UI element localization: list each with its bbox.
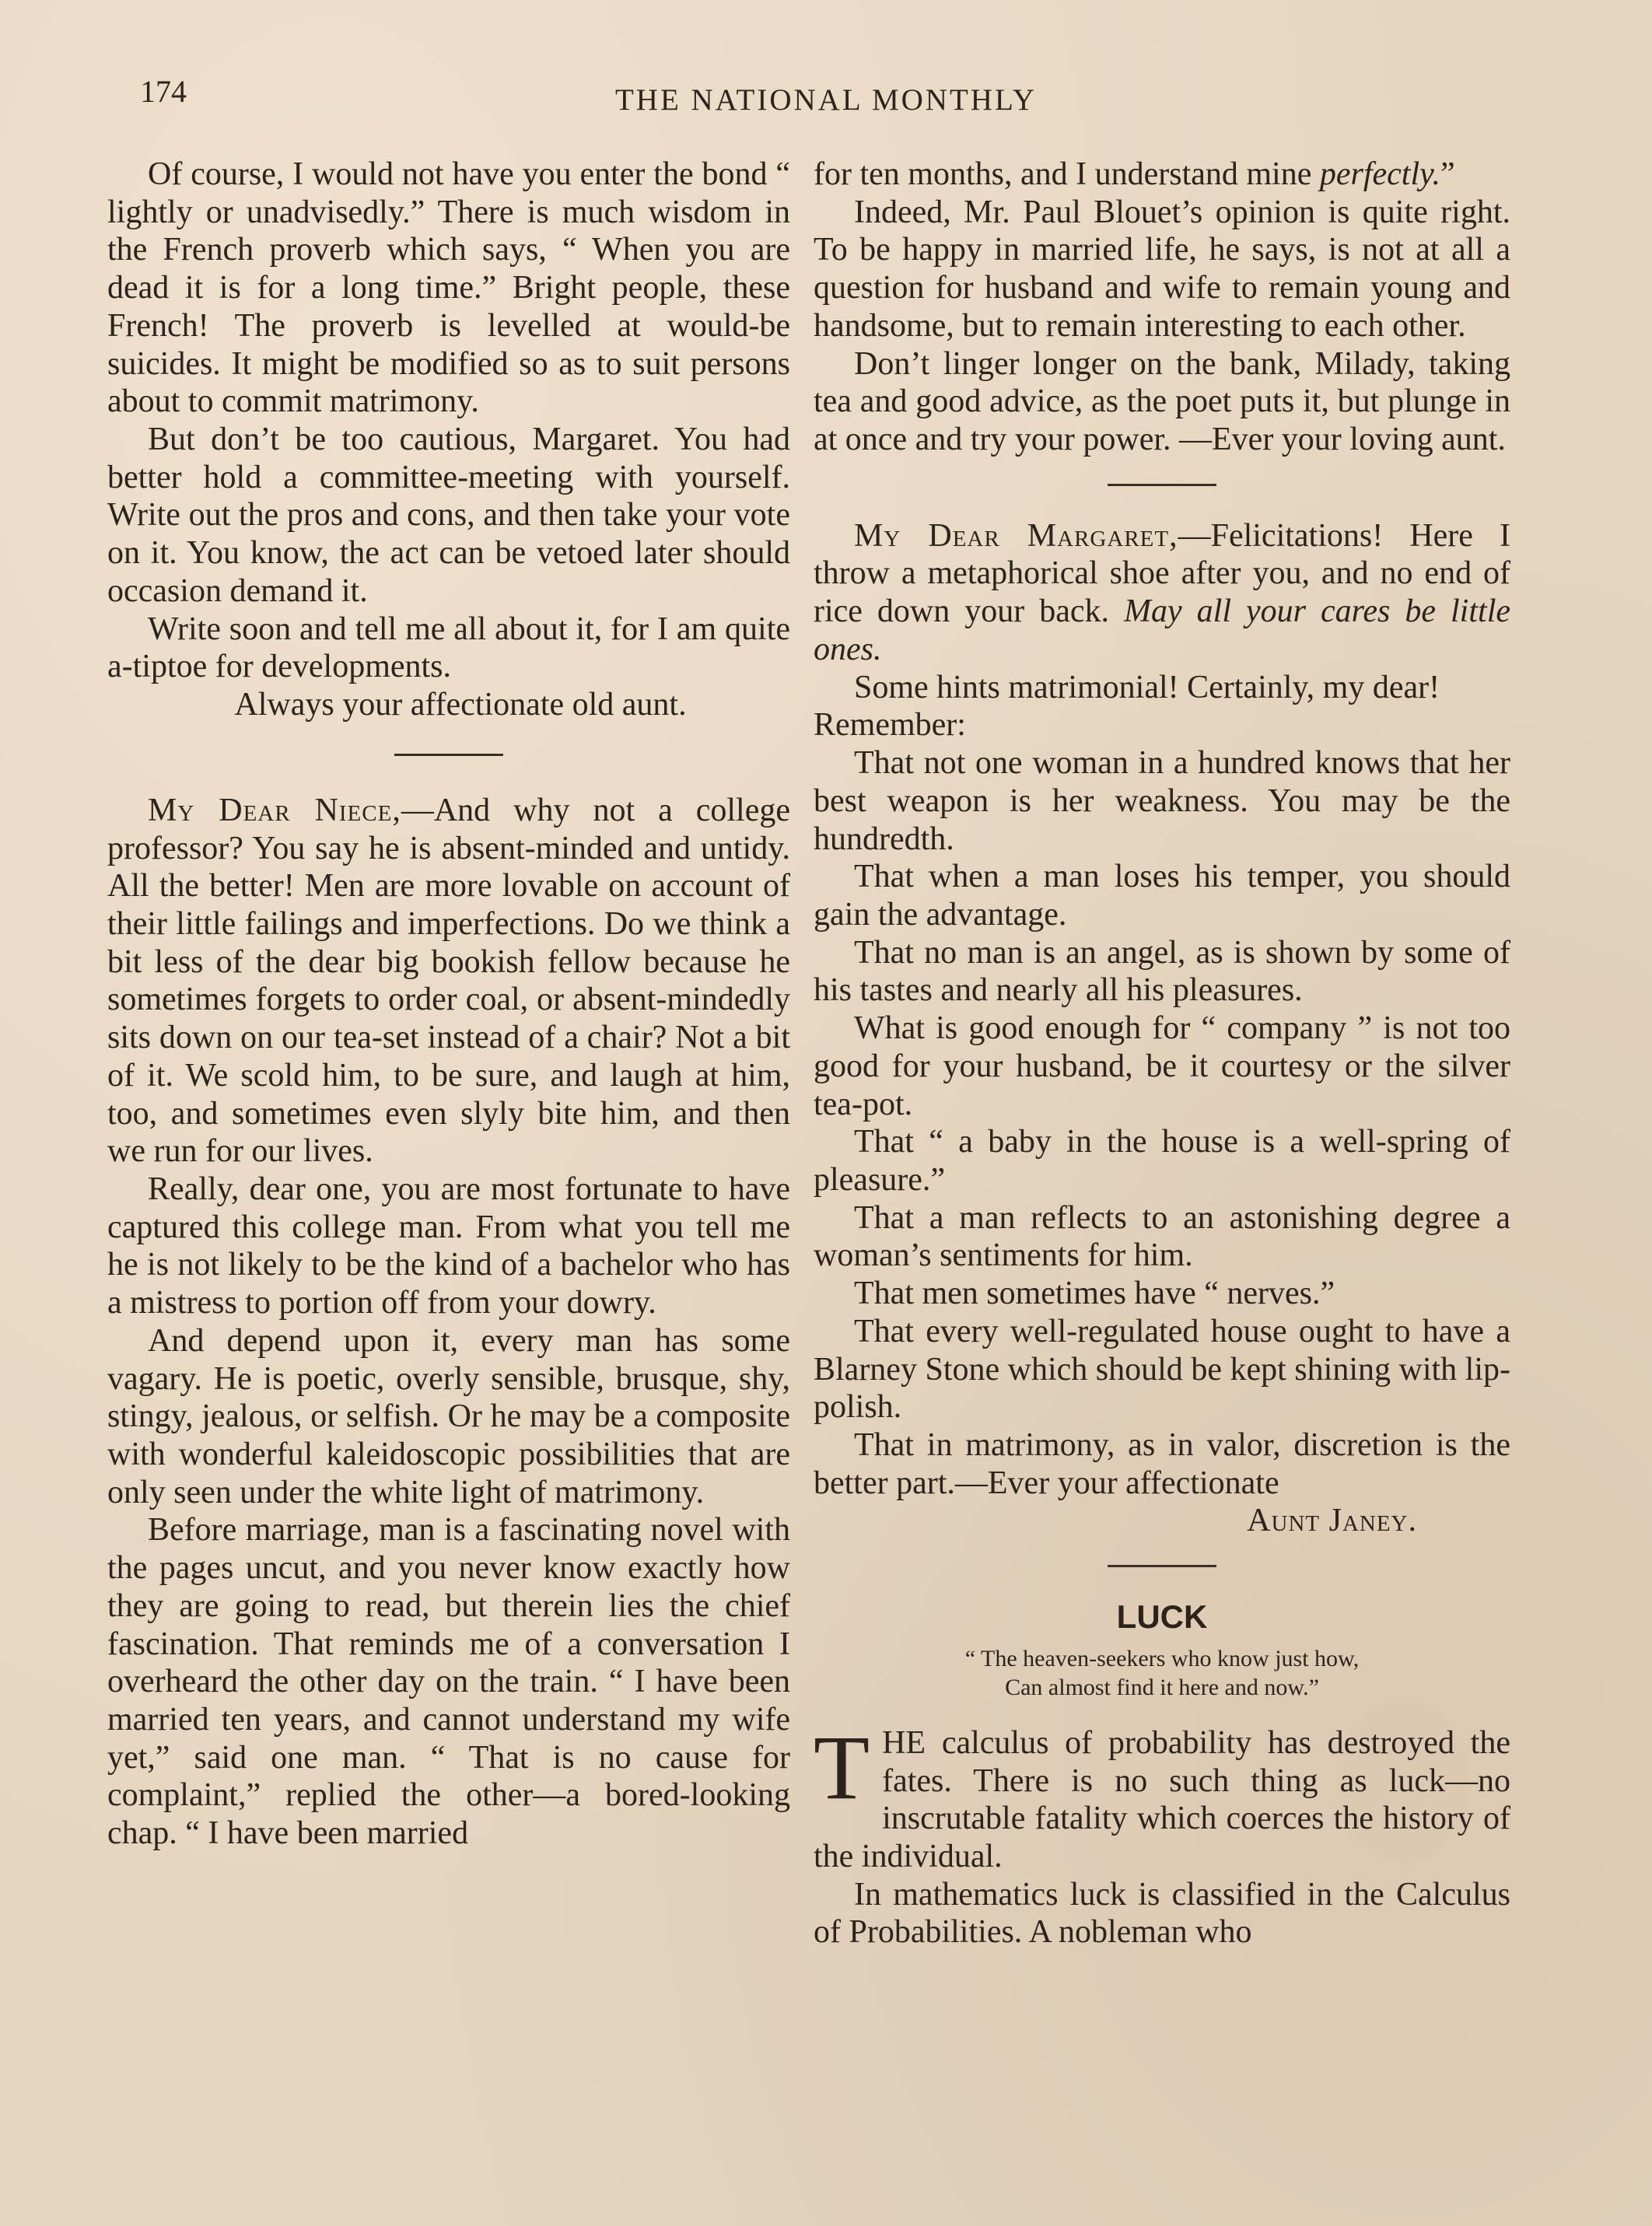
closing-quote: ” (1440, 156, 1455, 192)
hint-item: That men sometimes have “ nerves.” (854, 1276, 1335, 1312)
left-column (107, 156, 790, 1853)
paragraph: Some hints matrimonial! Certainly, my dear! (854, 669, 1440, 705)
section-divider (1108, 484, 1216, 486)
italic-text: perfectly. (1319, 156, 1440, 192)
letter-signoff: Always your affectionate old aunt. (234, 687, 687, 723)
letter-opening (107, 792, 790, 1171)
paragraph: In mathematics luck is classified in the Calculus of Probabilities. A nobleman who (814, 1876, 1510, 1951)
paragraph: Don’t linger longer on the bank, Milady, taking tea and good advice, as the poet puts it, but plunge in at once and try your power. —Ever your loving aunt. (814, 345, 1510, 458)
paragraph-text: for ten months, and I understand mine (814, 156, 1320, 192)
paragraph: Before marriage, man is a fascinating novel with the pages uncut, and you never know exactly how they are going to read, but therein lies the chief fascination. That reminds me of a conversation I overheard the other day on the train. “ I have been married ten years, and cannot understand my wife yet,” said one man. “ That is no cause for complaint,” replied the other—a bored-looking chap. “ I have been married (107, 1512, 790, 1852)
paragraph: But don’t be too cautious, Margaret. You had better hold a committee-meeting with yourself. Write out the pros and cons, and then take your vote on it. You know, the act can be vetoed later should occasion demand it. (107, 422, 790, 609)
hint-item: That in matrimony, as in valor, discretion is the better part.—Ever your affectionate (814, 1427, 1510, 1501)
hint-item: That no man is an angel, as is shown by some of his tastes and nearly all his pleasures. (814, 934, 1510, 1009)
paragraph: And depend upon it, every man has some vagary. He is poetic, overly sensible, brusque, shy, stingy, jealous, or selfish. Or he may be a composite with wonderful kaleidoscopic possibilities that are only seen under the white light of matrimony. (107, 1322, 790, 1510)
section-title: LUCK (1116, 1598, 1208, 1636)
hint-item: That when a man loses his temper, you should gain the advantage. (814, 859, 1510, 933)
signature: Aunt Janey. (1247, 1503, 1417, 1539)
epigraph (814, 1644, 1510, 1703)
page-number: 174 (140, 74, 187, 109)
paragraph: Of course, I would not have you enter the bond “ lightly or unadvisedly.” There is much wisdom in the French proverb which says, “ When you are dead it is for a long time.” Bright people, these French! The proverb is levelled at would-be suicides. It might be modified so as to suit persons about to commit matrimony. (107, 156, 790, 420)
paragraph: Really, dear one, you are most fortunate to have captured this college man. From what you tell me he is not likely to be the kind of a bachelor who has a mistress to portion off from your dowry. (107, 1171, 790, 1321)
drop-cap: T (814, 1716, 870, 1818)
running-title: THE NATIONAL MONTHLY (614, 83, 1038, 117)
letter-opening (814, 517, 1510, 669)
right-column (814, 156, 1510, 1951)
hint-item: That every well-regulated house ought to have a Blarney Stone which should be kept shining with lip-polish. (814, 1313, 1510, 1426)
epigraph-line: Can almost find it here and now.” (1005, 1675, 1319, 1701)
hint-item: What is good enough for “ company ” is not too good for your husband, be it courtesy or the silver tea-pot. (814, 1010, 1510, 1122)
paragraph-text: —Felicitations! Here I throw a metaphorical shoe after you, and no end of rice down your back. (814, 517, 1510, 630)
hint-item: That “ a baby in the house is a well-spring of pleasure.” (814, 1124, 1510, 1198)
remember-label: Remember: (814, 707, 966, 744)
section-divider (394, 754, 503, 756)
hint-item: That not one woman in a hundred knows that her best weapon is her weakness. You may be the hundredth. (814, 745, 1510, 857)
italic-text: May all your cares be little ones. (814, 593, 1510, 667)
salutation: My Dear Margaret, (854, 517, 1178, 554)
paragraph: Write soon and tell me all about it, for I am quite a-tiptoe for developments. (107, 611, 790, 685)
paragraph-text: HE calculus of probability has destroyed the fates. There is no such thing as luck—no inscrutable fatality which coerces the history of the individual. (814, 1724, 1510, 1875)
paragraph-text: —And why not a college professor? You say he is absent-minded and untidy. All the better! Men are more lovable on account of their little failings and imperfections. Do we think a bit less of the dear big bookish fellow because he sometimes forgets to order coal, or absent-mindedly sits down on our tea-set instead of a chair? Not a bit of it. We scold him, to be sure, and laugh at him, too, and sometimes even slyly bite him, and then we run for our lives. (107, 792, 790, 1170)
hint-item: That a man reflects to an astonishing degree a woman’s sentiments for him. (814, 1199, 1510, 1274)
epigraph-line: “ The heaven-seekers who know just how, (964, 1645, 1360, 1671)
paragraph (814, 156, 1510, 194)
paragraph: Indeed, Mr. Paul Blouet’s opinion is quite right. To be happy in married life, he says, is not at all a question for husband and wife to remain young and handsome, but to remain interesting to each other. (814, 194, 1510, 344)
section-divider (1108, 1565, 1216, 1567)
paragraph (814, 1716, 1510, 1876)
salutation: My Dear Niece, (148, 792, 401, 828)
